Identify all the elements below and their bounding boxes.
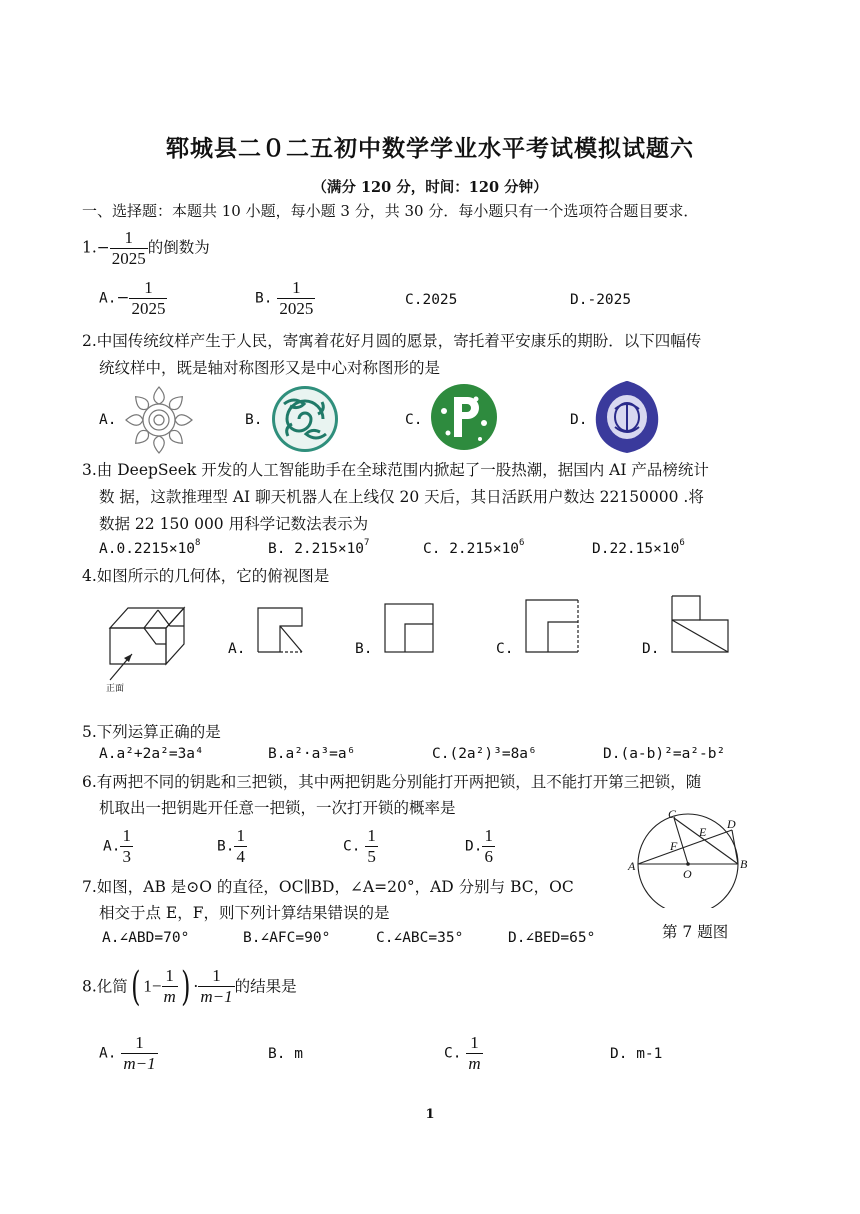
green-medallion-image <box>430 383 498 451</box>
q8-option-b: B. m <box>268 1046 303 1062</box>
q7-option-a: A.∠ABD=70° <box>102 930 190 946</box>
blue-ornament-image <box>592 379 662 455</box>
q6-option-b: B. $\frac{1}{4}$ <box>217 826 245 866</box>
q1-option-a: A.− $\frac{1}{2025}$ <box>99 278 166 318</box>
point-a-label: A <box>628 859 636 873</box>
q4-figure-a <box>256 606 304 654</box>
q8-option-a: A. $\frac{1}{m-1}$ <box>99 1033 156 1073</box>
q3-option-d: $D.22.15\times 10^6$ <box>592 538 685 557</box>
question-1: 1.− $\frac{1}{2025}$ 的倒数为 <box>82 228 210 268</box>
question-2-line1: 2.中国传统纹样产生于人民，寄寓着花好月圆的愿景，寄托着平安康乐的期盼．以下四幅传 <box>82 332 702 350</box>
q6-option-a: A. $\frac{1}{3}$ <box>103 826 131 866</box>
question-8: 8.化简( 1− $\frac{1}{m}$ ) · $\frac{1}{m-1}$ 的结果是 <box>82 963 297 1010</box>
q6-option-d: D. $\frac{1}{6}$ <box>465 826 493 866</box>
q4-figure-c <box>524 598 580 654</box>
q4-option-d: D. <box>642 641 660 657</box>
page-number: 1 <box>425 1107 435 1122</box>
q2-option-c: C. <box>405 412 423 428</box>
q1-option-b: B. $\frac{1}{2025}$ <box>255 278 314 318</box>
section-heading: 一、选择题：本题共 10 小题，每小题 3 分，共 30 分．每小题只有一个选项符合题目要求． <box>82 202 699 220</box>
q8-option-c: C. $\frac{1}{m}$ <box>444 1033 481 1073</box>
q1-option-c: C.2025 <box>405 292 458 308</box>
q7-option-d: D.∠BED=65° <box>508 930 596 946</box>
q3-option-b: B. $2.215\times 10^7$ <box>268 538 370 557</box>
q5-option-d: D.(a-b)²=a²-b² <box>603 746 726 762</box>
question-3-line3: 数据 22 150 000 用科学记数法表示为 <box>99 515 369 533</box>
point-o-label: O <box>683 867 692 881</box>
solid-figure <box>102 598 194 694</box>
q3-option-a: $A.0.2215\times 10^8$ <box>99 538 201 557</box>
q8-option-d: D. m-1 <box>610 1046 663 1062</box>
point-b-label: B <box>740 857 748 871</box>
question-4-line1: 4.如图所示的几何体，它的俯视图是 <box>82 567 330 585</box>
q5-option-c: C.(2a²)³=8a⁶ <box>432 746 537 762</box>
question-5-line1: 5.下列运算正确的是 <box>82 723 221 741</box>
q2-option-d: D. <box>570 412 588 428</box>
q6-option-c: C. $\frac{1}{5}$ <box>343 826 376 866</box>
question-3-line1: 3.由 DeepSeek 开发的人工智能助手在全球范围内掀起了一股热潮，据国内 AI 产品榜统计 <box>82 461 709 479</box>
point-d-label: D <box>727 817 736 831</box>
q5-option-b: B.a²·a³=a⁶ <box>268 746 356 762</box>
question-3-line2: 数 据，这款推理型 AI 聊天机器人在上线仅 20 天后，其日活跃用户数达 22150000 .将 <box>99 488 704 506</box>
q2-option-b: B. <box>245 412 263 428</box>
q4-option-b: B. <box>355 641 373 657</box>
q5-option-a: A.a²+2a²=3a⁴ <box>99 746 204 762</box>
exam-info: （满分 120 分，时间：120 分钟） <box>312 179 548 196</box>
q4-figure-d <box>670 594 730 654</box>
point-e-label: E <box>699 825 707 839</box>
q4-option-a: A. <box>228 641 246 657</box>
q4-figure-b <box>383 602 435 654</box>
question-2-line2: 统纹样中，既是轴对称图形又是中心对称图形的是 <box>99 359 441 377</box>
q1-option-d: D.-2025 <box>570 292 632 308</box>
q2-option-a: A. <box>99 412 117 428</box>
q4-option-c: C. <box>496 641 514 657</box>
lotus-pattern-image <box>122 383 196 457</box>
q7-option-b: B.∠AFC=90° <box>243 930 331 946</box>
question-6-line1: 6.有两把不同的钥匙和三把锁，其中两把钥匙分别能打开两把锁，且不能打开第三把锁，随 <box>82 773 702 791</box>
question-6-line2: 机取出一把钥匙开任意一把锁，一次打开锁的概率是 <box>99 799 456 817</box>
question-7-line2: 相交于点 E，F，则下列计算结果错误的是 <box>99 904 390 922</box>
point-f-label: F <box>670 839 678 853</box>
question-7-line1: 7.如图，AB 是⊙O 的直径，OC∥BD，∠A=20°，AD 分别与 BC，OC <box>82 878 574 896</box>
front-label: 正面 <box>106 684 125 694</box>
figure-7-caption: 第 7 题图 <box>662 923 729 941</box>
circle-diagram <box>626 808 756 908</box>
page-title: 郓城县二０二五初中数学学业水平考试模拟试题六 <box>166 135 694 162</box>
q7-option-c: C.∠ABC=35° <box>376 930 464 946</box>
point-c-label: C <box>668 808 677 821</box>
q3-option-c: C. $2.215\times 10^6$ <box>423 538 525 557</box>
swirl-pattern-image <box>270 384 340 454</box>
